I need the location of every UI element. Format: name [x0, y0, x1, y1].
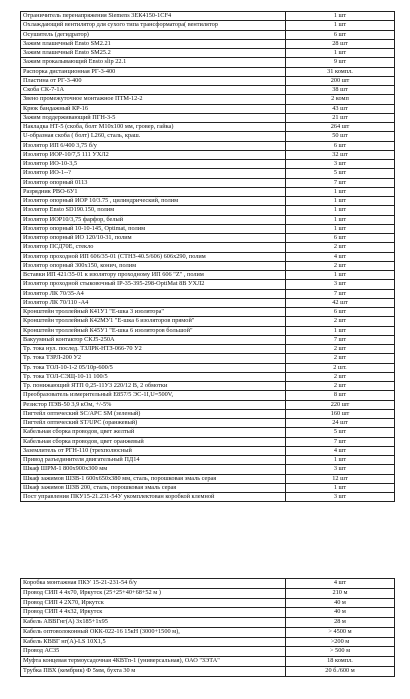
item-quantity: 200 шт [286, 76, 395, 85]
item-quantity: 2 шт [286, 345, 395, 354]
table-row [21, 252, 395, 261]
item-quantity: 1 шт [286, 187, 395, 196]
item-quantity: 7 шт [286, 335, 395, 344]
table-row [21, 132, 395, 141]
table-row [21, 308, 395, 317]
item-quantity: 6 шт [286, 308, 395, 317]
item-quantity: 28 м [286, 618, 395, 628]
table-row [21, 608, 395, 618]
item-name: Изолятор опорный ИО 120/10-31, полим [21, 234, 286, 243]
item-quantity: 5 шт [286, 428, 395, 437]
item-quantity: > 4500 м [286, 627, 395, 637]
table-row [21, 215, 395, 224]
item-name: Изолятор опорный ИОР 10/3.75 , цилиндрический, полим [21, 197, 286, 206]
item-quantity: 6 шт [286, 141, 395, 150]
item-quantity: 20 б./600 м [286, 666, 395, 676]
item-name: Кронштейн троллейный К42МУ1 "Е-шка 6 изоляторов прямой" [21, 317, 286, 326]
table-row [21, 271, 395, 280]
item-quantity: 21 шт [286, 113, 395, 122]
item-name: Кабель КВВГ нг(А)-LS 10Х1,5 [21, 637, 286, 647]
item-name: Разрядник РВО-6У1 [21, 187, 286, 196]
table-row [21, 637, 395, 647]
item-quantity: 3 шт [286, 493, 395, 502]
item-quantity: 2 шт [286, 317, 395, 326]
item-quantity: 4 шт [286, 446, 395, 455]
item-quantity: 1 шт [286, 271, 395, 280]
table-row [21, 647, 395, 657]
item-quantity: 2 шт [286, 261, 395, 270]
item-quantity: 7 шт [286, 289, 395, 298]
item-name: Зажим плашечный Ensto SM25.2 [21, 49, 286, 58]
item-name: Зажим прокалывающий Ensto slip 22.1 [21, 58, 286, 67]
item-quantity: 4 шт [286, 579, 395, 589]
table-row [21, 391, 395, 400]
table-row [21, 178, 395, 187]
item-name: Тр. тока ТОЛ-СЭЩ-10-11 100/5 [21, 372, 286, 381]
item-quantity: 1 шт [286, 197, 395, 206]
item-name: Тр. тока нул. послед. ТЗЛРК-НТЗ-066-70 У2 [21, 345, 286, 354]
item-quantity: 1 шт [286, 12, 395, 21]
item-quantity: 28 шт [286, 39, 395, 48]
item-name: Изолятор ИП 6/400 3,75 б/у [21, 141, 286, 150]
table-row [21, 12, 395, 21]
table-row [21, 409, 395, 418]
item-name: Изолятор проходной стыковочный IP-35-395-298-OptiMat 8В УХЛ2 [21, 280, 286, 289]
table-row [21, 666, 395, 676]
table-row [21, 187, 395, 196]
item-quantity: 38 шт [286, 86, 395, 95]
table-row [21, 326, 395, 335]
item-quantity: 24 шт [286, 419, 395, 428]
item-quantity: >200 м [286, 637, 395, 647]
item-name: Изолятор ИО-10-3,5 [21, 160, 286, 169]
item-name: Изолятор ЛК 70/35-А4 [21, 289, 286, 298]
item-name: Пигтейл оптический ST/UPC (оранжевый) [21, 419, 286, 428]
table-row [21, 95, 395, 104]
item-quantity: 3 шт [286, 280, 395, 289]
table-row [21, 437, 395, 446]
item-name: Зажим поддерживающий ПГН-3-5 [21, 113, 286, 122]
item-name: Изолятор проходной ИП 606/35-01 (СТНЗ-40.5/606) 606х290, полим [21, 252, 286, 261]
item-name: Звено промежуточное монтажное ПТМ-12-2 [21, 95, 286, 104]
table-row [21, 58, 395, 67]
table-row [21, 400, 395, 409]
table-row [21, 588, 395, 598]
table-row [21, 657, 395, 667]
table-row [21, 67, 395, 76]
inventory-table-2 [20, 578, 395, 677]
item-name: Вставки ИП 421/35-01 к изолятору проходному ИП 606 "Z" , полим [21, 271, 286, 280]
table-row [21, 456, 395, 465]
table-row [21, 280, 395, 289]
item-name: Провод СИП 4 4х70, Иркутск (25+25+40+68+52 м ) [21, 588, 286, 598]
item-quantity: 2 шт. [286, 363, 395, 372]
item-quantity: 160 шт [286, 409, 395, 418]
table-row [21, 113, 395, 122]
item-quantity: 6 шт [286, 30, 395, 39]
item-name: Резистор ПЭВ-50 3,9 кОм, +/-5% [21, 400, 286, 409]
table-row [21, 483, 395, 492]
item-name: Пигтейл оптический SC/APC SM (зеленый) [21, 409, 286, 418]
table-row [21, 474, 395, 483]
item-quantity: 3 шт [286, 160, 395, 169]
item-name: Привод разъединителя двигательный ПД14 [21, 456, 286, 465]
item-quantity: 210 м [286, 588, 395, 598]
item-name: Шкаф ШРМ-1 800х900х300 мм [21, 465, 286, 474]
item-name: Пост управления ПКУ15-21.231-54У укомплектован коробкой клемной [21, 493, 286, 502]
table-row [21, 298, 395, 307]
item-quantity: 31 компл. [286, 67, 395, 76]
item-quantity: 264 шт [286, 123, 395, 132]
table-row [21, 206, 395, 215]
table-row [21, 493, 395, 502]
inventory-table-1-body [21, 12, 395, 502]
item-name: Тр. понижающий ЯТП 0,25-11У3 220/12 В, 2 обмотки [21, 382, 286, 391]
item-quantity: 7 шт [286, 437, 395, 446]
table-row [21, 465, 395, 474]
table-row [21, 579, 395, 589]
table-row [21, 261, 395, 270]
item-quantity: 1 шт [286, 483, 395, 492]
table-row [21, 169, 395, 178]
item-quantity: 7 шт [286, 178, 395, 187]
table-row [21, 335, 395, 344]
item-name: Тр. тока ТЗРЛ-200 У2 [21, 354, 286, 363]
item-name: Кабельная сборка проводов, цвет оранжевый [21, 437, 286, 446]
item-quantity: 2 шт [286, 382, 395, 391]
item-name: Шкаф зажимов ШЗВ 200, сталь, порошковая эмаль серая [21, 483, 286, 492]
table-row [21, 21, 395, 30]
item-name: Заземлитель от РГН-110 (трехполюсный [21, 446, 286, 455]
item-quantity: 50 шт [286, 132, 395, 141]
item-quantity: 12 шт [286, 474, 395, 483]
item-name: Изолятор ИОР10/3,75 фарфор, белый [21, 215, 286, 224]
item-quantity: 3 шт [286, 465, 395, 474]
item-quantity: 40 м [286, 608, 395, 618]
item-name: Провод СИП 4 4х32, Иркутск [21, 608, 286, 618]
item-name: Трубка ПВХ (кембрик) Ф 5мм, бухта 30 м [21, 666, 286, 676]
table-row [21, 618, 395, 628]
item-name: Провод СИП 4 2Х70, Иркутск [21, 598, 286, 608]
table-row [21, 428, 395, 437]
table-row [21, 382, 395, 391]
table-row [21, 150, 395, 159]
table-row [21, 76, 395, 85]
item-name: Изолятор опорный 10-10-145, Optimat, полим [21, 224, 286, 233]
item-quantity: 42 шт [286, 298, 395, 307]
item-quantity: 1 шт [286, 206, 395, 215]
table-row [21, 243, 395, 252]
item-quantity: 1 шт [286, 224, 395, 233]
table-row [21, 86, 395, 95]
item-quantity: 220 шт [286, 400, 395, 409]
item-name: U-образная скоба ( болт) L260, сталь, краш. [21, 132, 286, 141]
table-row [21, 197, 395, 206]
item-name: Осушитель (дегидратор) [21, 30, 286, 39]
table-row [21, 30, 395, 39]
item-quantity: 2 шт [286, 243, 395, 252]
item-quantity: 1 шт [286, 215, 395, 224]
table-row [21, 289, 395, 298]
item-quantity: 2 шт [286, 372, 395, 381]
table-row [21, 317, 395, 326]
item-quantity: > 500 м [286, 647, 395, 657]
inventory-table-2-body [21, 579, 395, 677]
inventory-table-1 [20, 11, 395, 502]
item-quantity: 9 шт [286, 58, 395, 67]
item-name: Кабельная сборка проводов, цвет желтый [21, 428, 286, 437]
item-name: Шкаф зажимов ШЗВ-1 600х650х380 мм, сталь, порошковая эмаль серая [21, 474, 286, 483]
item-name: Муфта концевая термоусадочная 4КВТп-1 (универсальная), ОАО "ЗЭТА" [21, 657, 286, 667]
item-quantity: 32 шт [286, 150, 395, 159]
table-row [21, 123, 395, 132]
item-quantity: 43 шт [286, 104, 395, 113]
item-name: Тр. тока ТОЛ-10-1-2 05/10р-600/5 [21, 363, 286, 372]
item-quantity: 8 шт [286, 391, 395, 400]
item-quantity: 4 шт [286, 252, 395, 261]
item-quantity: 6 шт [286, 234, 395, 243]
table-row [21, 141, 395, 150]
table-row [21, 419, 395, 428]
item-quantity: 1 шт [286, 326, 395, 335]
item-name: Охлаждающий вентилятор для сухого типа трансформатора( вентилятор [21, 21, 286, 30]
item-name: Распорка дистанционная РГ-3-400 [21, 67, 286, 76]
table-row [21, 234, 395, 243]
table-row [21, 372, 395, 381]
item-name: Изолятор опорный 300х150, конич, полим [21, 261, 286, 270]
item-quantity: 1 шт [286, 21, 395, 30]
table-row [21, 49, 395, 58]
item-quantity: 40 м [286, 598, 395, 608]
item-name: Кабель АВВГнг(А) 3х185+1х95 [21, 618, 286, 628]
item-quantity: 5 шт [286, 169, 395, 178]
item-name: Коробка монтажная ПКУ 15-21-231-54 б/у [21, 579, 286, 589]
table-row [21, 39, 395, 48]
item-name: Преобразователь измерительный Е857/5 ЭС-1I,U=500V, [21, 391, 286, 400]
item-name: Изолятор Ensto SD190.150, полим [21, 206, 286, 215]
item-name: Ограничитель перенапряжения Siemens 3ЕК4150-1CF4 [21, 12, 286, 21]
item-name: Пластина от РГ-3-400 [21, 76, 286, 85]
table-row [21, 160, 395, 169]
item-quantity: 18 компл. [286, 657, 395, 667]
item-name: Кронштейн троллейный К41У1 "Е-шка 3 изолятора" [21, 308, 286, 317]
item-name: Накладка НТ-5 (скоба, болт М10х100 мм, гровер, гайка) [21, 123, 286, 132]
table-row [21, 446, 395, 455]
item-name: Вакуумный контактор CKJ5-250A [21, 335, 286, 344]
item-name: Зажим плашечный Ensto SM2.21 [21, 39, 286, 48]
item-name: Провод АС35 [21, 647, 286, 657]
table-row [21, 104, 395, 113]
item-name: Скоба СК-7-1А [21, 86, 286, 95]
item-name: Изолятор ЛК 70/110 -А4 [21, 298, 286, 307]
item-quantity: 2 комп [286, 95, 395, 104]
item-quantity: 2 шт [286, 354, 395, 363]
item-name: Изолятор ПСД70Е, стекло [21, 243, 286, 252]
table-row [21, 598, 395, 608]
item-name: Изолятор ИОР-10/7,5 111 УХЛ2 [21, 150, 286, 159]
item-name: Изолятор ИО-1--? [21, 169, 286, 178]
item-quantity: 1 шт [286, 49, 395, 58]
table-row [21, 224, 395, 233]
table-row [21, 345, 395, 354]
item-name: Кабель оптоволоконный ОКК-022-16 15кН (3000+1500 м), [21, 627, 286, 637]
item-name: Кронштейн троллейный К45У1 "Е-шка 6 изоляторов большой" [21, 326, 286, 335]
table-row [21, 354, 395, 363]
table-row [21, 363, 395, 372]
item-quantity: 1 шт [286, 456, 395, 465]
item-name: Изолятор опорный 0113 [21, 178, 286, 187]
item-name: Крюк бандажный КР-16 [21, 104, 286, 113]
table-row [21, 627, 395, 637]
